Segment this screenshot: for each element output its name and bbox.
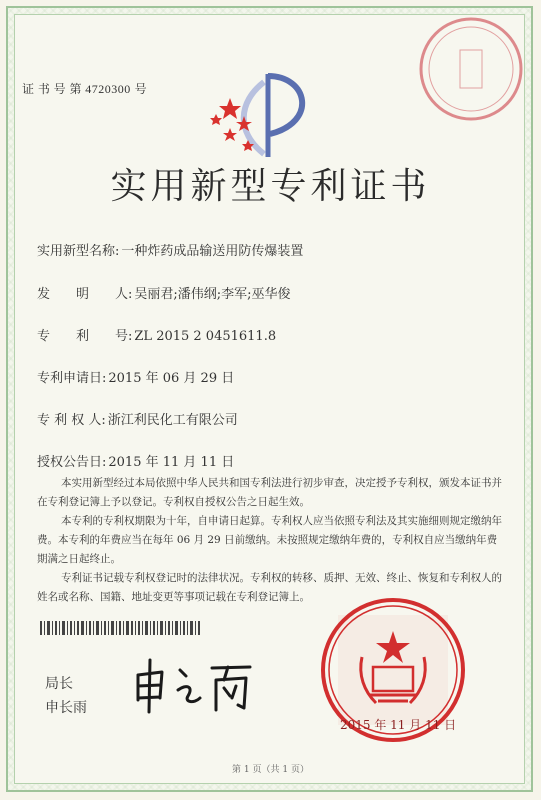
field-value: 一种炸药成品输送用防传爆装置 <box>121 244 304 259</box>
certificate-body <box>37 474 507 607</box>
body-paragraph: 本专利的专利权期限为十年，自申请日起算。专利权人应当依照专利法及其实施细则规定缴纳年费。本专利的年费应当在每年 06 月 29 日前缴纳。未按照规定缴纳年费的，专利权自应当缴纳年费期满之日起终止。 <box>37 515 502 565</box>
field-label: 专 利 号: <box>37 329 133 344</box>
field-label: 实用新型名称: <box>37 244 120 259</box>
chief-title: 局长 <box>45 676 73 692</box>
field-label: 专利申请日: <box>37 371 107 386</box>
barcode-icon <box>40 621 200 635</box>
field-label: 发 明 人: <box>37 287 133 302</box>
cert-number-label: 证 书 号 第 <box>22 82 82 96</box>
patent-office-logo-icon <box>208 62 328 162</box>
sign-date: 2015 年 11 月 11 日 <box>340 718 457 732</box>
field-application-date <box>37 367 234 386</box>
certificate-title: 实用新型专利证书 <box>110 166 431 207</box>
handwritten-signature-icon <box>128 650 258 720</box>
chief-name: 申长雨 <box>45 700 87 716</box>
field-value: ZL 2015 2 0451611.8 <box>134 329 277 344</box>
agency-stamp-icon <box>412 10 530 128</box>
field-patent-number <box>37 325 276 344</box>
field-label: 专 利 权 人: <box>37 413 106 428</box>
body-paragraph: 本实用新型经过本局依照中华人民共和国专利法进行初步审查，决定授予专利权，颁发本证书并在专利登记簿上予以登记。专利权自授权公告之日起生效。 <box>37 477 502 508</box>
field-patentee <box>37 409 238 428</box>
field-value: 浙江利民化工有限公司 <box>107 413 238 428</box>
page-indicator: 第 1 页（共 1 页） <box>232 765 309 775</box>
cert-number-suffix: 号 <box>134 82 147 96</box>
field-value: 吴丽君;潘伟纲;李军;巫华俊 <box>134 287 291 302</box>
field-grant-date <box>37 451 234 470</box>
field-value: 2015 年 11 月 11 日 <box>108 455 235 470</box>
certificate-number <box>22 80 147 97</box>
field-label: 授权公告日: <box>37 455 107 470</box>
cert-number-value: 4720300 <box>85 82 131 96</box>
field-inventors <box>37 283 291 302</box>
field-value: 2015 年 06 月 29 日 <box>108 371 235 386</box>
body-paragraph: 专利证书记载专利权登记时的法律状况。专利权的转移、质押、无效、终止、恢复和专利权人的姓名或名称、国籍、地址变更等事项记载在专利登记簿上。 <box>37 572 502 603</box>
field-utility-model-name <box>37 240 303 259</box>
